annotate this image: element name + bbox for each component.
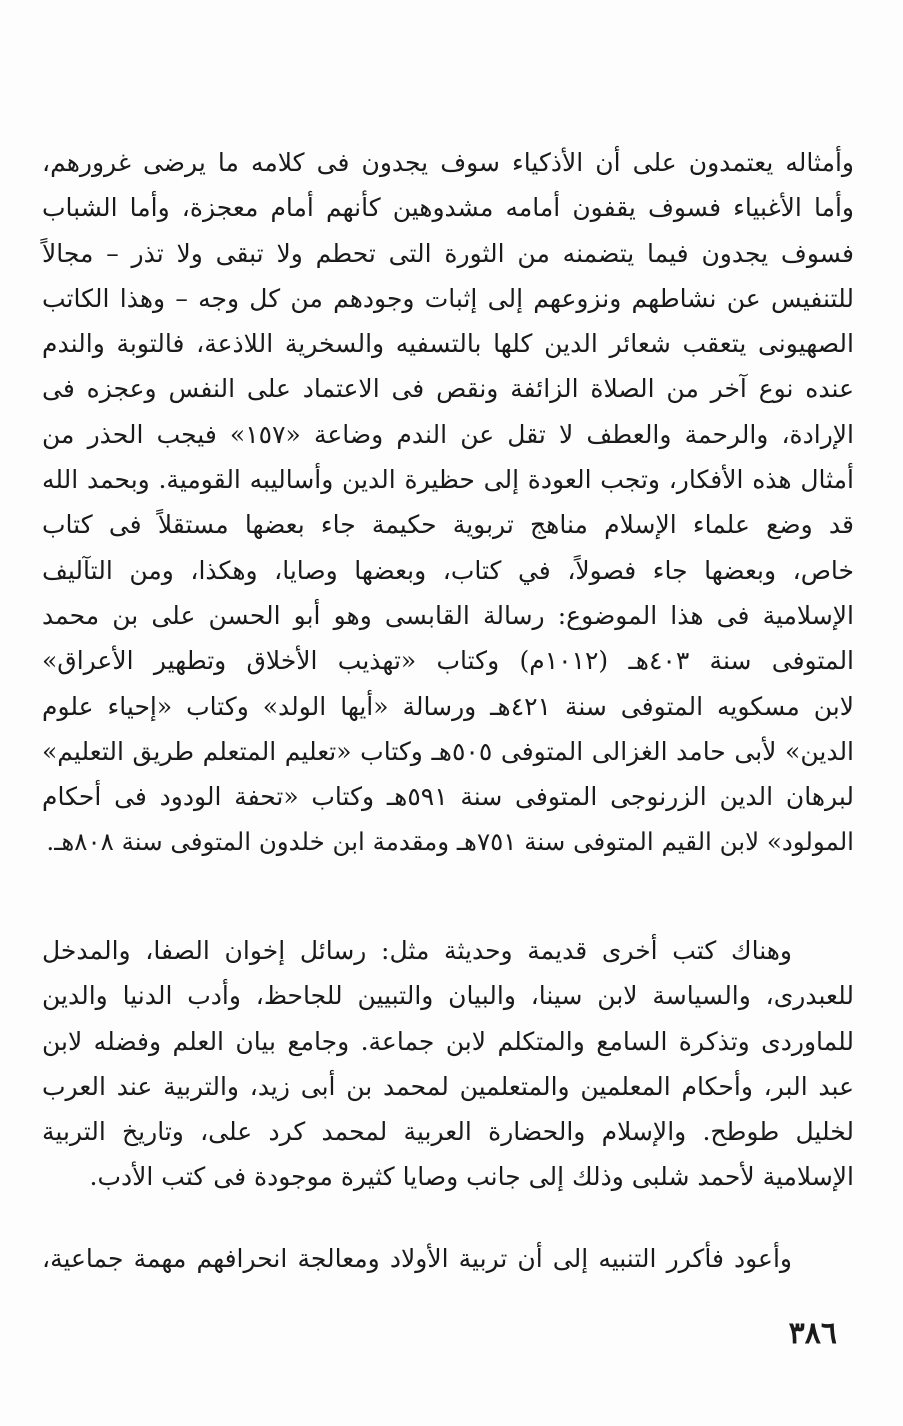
text-line: للعبدرى، والسياسة لابن سينا، والبيان والتبيين للجاحظ، وأدب الدنيا والدين <box>42 981 854 1011</box>
text-line: للماوردى وتذكرة السامع والمتكلم لابن جماعة. وجامع بيان العلم وفضله لابن <box>42 1026 854 1056</box>
text-line: وأمثاله يعتمدون على أن الأذكياء سوف يجدون فى كلامه ما يرضى غرورهم، <box>42 148 854 177</box>
text-line: أمثال هذه الأفكار، وتجب العودة إلى حظيرة الدين وأساليبه القومية. وبحمد الله <box>42 465 854 495</box>
text-line: الإسلامية لأحمد شلبى وذلك إلى جانب وصايا كثيرة موجودة فى كتب الأدب. <box>89 1162 854 1192</box>
text-line: لبرهان الدين الزرنوجى المتوفى سنة ٥٩١هـ وكتاب «تحفة الودود فى أحكام <box>42 782 854 812</box>
text-line: خاص، وبعضها جاء فصولاً، في كتاب، وبعضها وصايا، وهكذا، ومن التآليف <box>42 555 854 585</box>
text-line: وأما الأغبياء فسوف يقفون أمامه مشدوهين كأنهم أمام معجزة، وأما الشباب <box>42 193 854 223</box>
text-line: الإرادة، والرحمة والعطف لا تقل عن الندم وضاعة «١٥٧» فيجب الحذر من <box>42 419 855 449</box>
text-line: وأعود فأكرر التنبيه إلى أن تربية الأولاد ومعالجة انحرافهم مهمة جماعية، <box>42 1244 792 1273</box>
text-line: للتنفيس عن نشاطهم ونزوعهم إلى إثبات وجودهم من كل وجه – وهذا الكاتب <box>42 283 854 313</box>
text-line: المولود» لابن القيم المتوفى سنة ٧٥١هـ ومقدمة ابن خلدون المتوفى سنة ٨٠٨هـ. <box>46 827 854 857</box>
text-line: فسوف يجدون فيما يتضمنه من الثورة التى تحطم ولا تبقى ولا تذر – مجالاً <box>42 238 854 268</box>
paragraph-2 <box>42 928 854 1200</box>
page-number: ٣٨٦ <box>788 1316 837 1351</box>
paragraph-3 <box>42 1236 854 1281</box>
text-line: عبد البر، وأحكام المعلمين والمتعلمين لمحمد بن أبى زيد، والتربية عند العرب <box>42 1071 854 1101</box>
text-line: الإسلامية فى هذا الموضوع: رسالة القابسى وهو أبو الحسن على بن محمد <box>42 600 854 630</box>
text-line: الصهيونى يتعقب شعائر الدين كلها بالتسفيه والسخرية اللاذعة، فالتوبة والندم <box>42 329 854 359</box>
text-line: قد وضع علماء الإسلام مناهج تربوية حكيمة جاء بعضها مستقلاً فى كتاب <box>42 510 854 540</box>
text-line: المتوفى سنة ٤٠٣هـ (١٠١٢م) وكتاب «تهذيب الأخلاق وتطهير الأعراق» <box>42 646 855 676</box>
paragraph-1 <box>42 140 854 865</box>
text-line: لخليل طوطح. والإسلام والحضارة العربية لمحمد كرد على، وتاريخ التربية <box>42 1117 854 1147</box>
text-line: عنده نوع آخر من الصلاة الزائفة ونقص فى الاعتماد على النفس وعجزه فى <box>42 374 854 404</box>
text-line: وهناك كتب أخرى قديمة وحديثة مثل: رسائل إخوان الصفا، والمدخل <box>42 936 792 965</box>
text-line: لابن مسكويه المتوفى سنة ٤٢١هـ ورسالة «أيها الولد» وكتاب «إحياء علوم <box>42 691 854 721</box>
text-line: الدين» لأبى حامد الغزالى المتوفى ٥٠٥هـ وكتاب «تعليم المتعلم طريق التعليم» <box>42 736 855 766</box>
